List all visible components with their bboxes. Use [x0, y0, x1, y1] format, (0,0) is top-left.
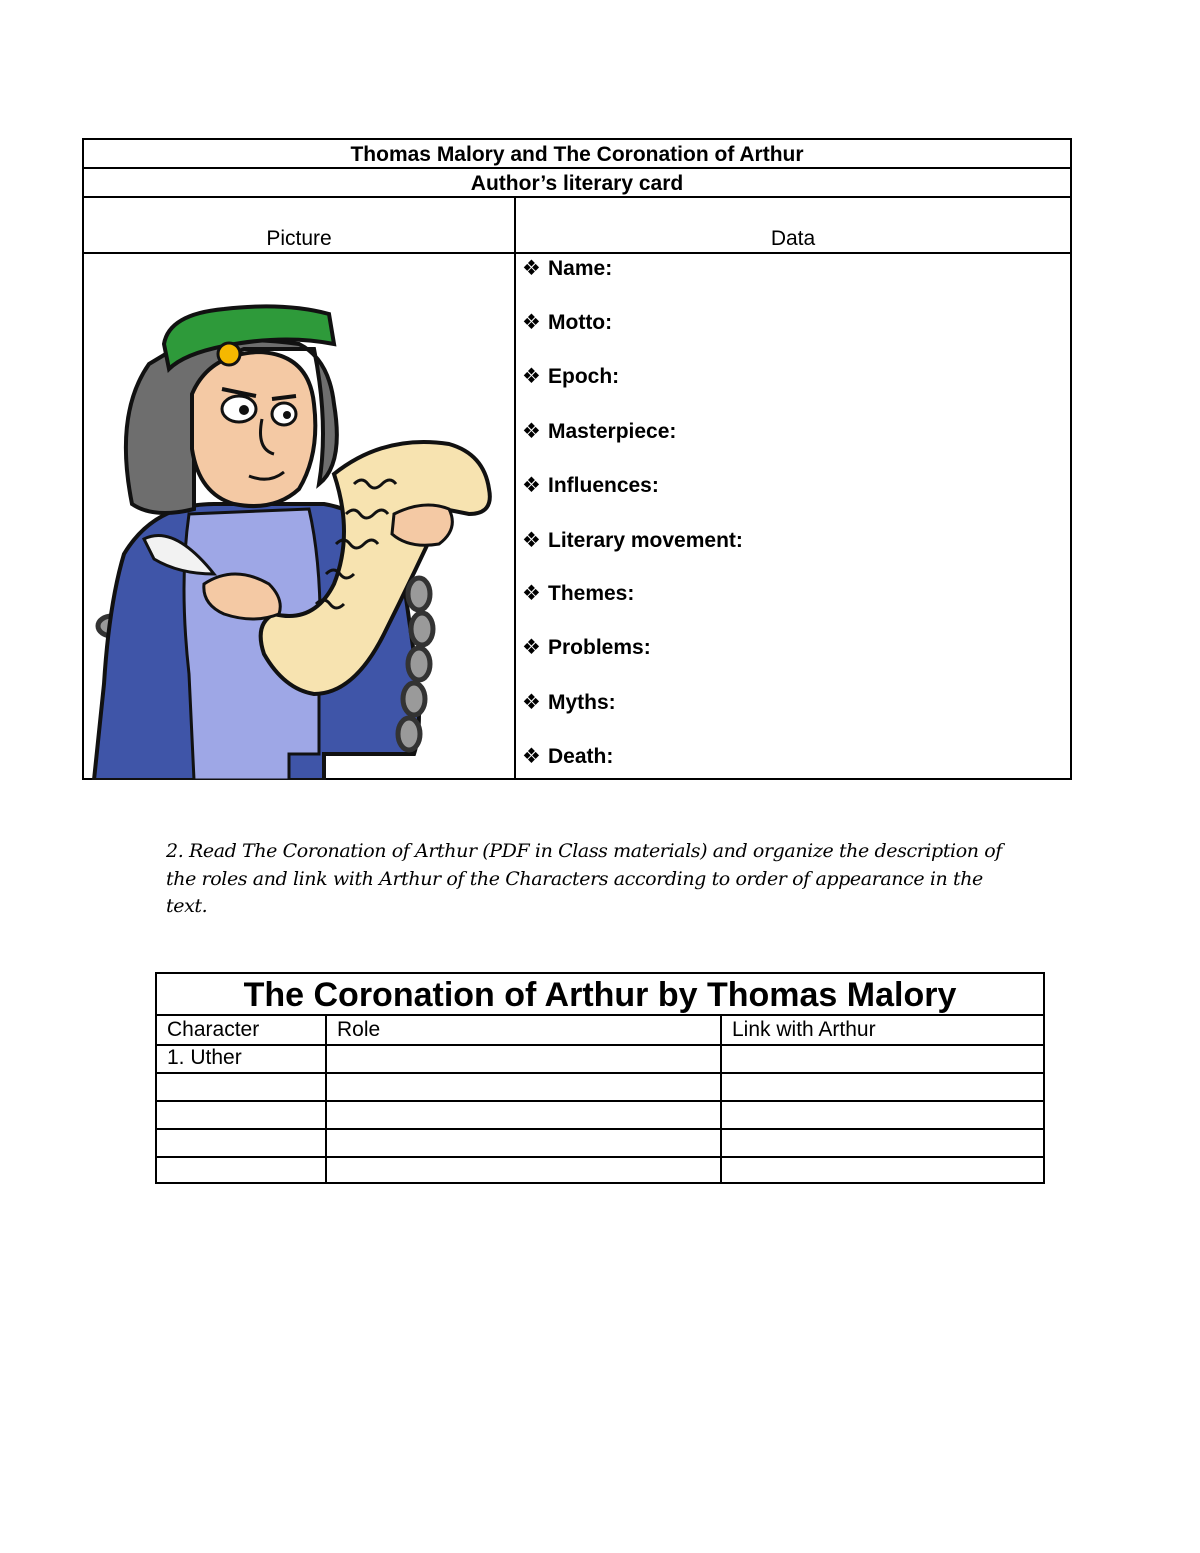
hat-badge: [218, 343, 240, 365]
diamond-bullet-icon: ❖: [522, 257, 541, 280]
header-role: Role: [337, 1018, 381, 1041]
header-link-with-arthur: Link with Arthur: [732, 1018, 876, 1041]
field-motto: [522, 310, 612, 336]
coronation-table-title: The Coronation of Arthur by Thomas Malory: [157, 974, 1043, 1016]
field-label: Themes:: [548, 582, 635, 605]
row-divider: [157, 1072, 1043, 1074]
row-divider: [157, 1128, 1043, 1130]
author-literary-card: [82, 138, 1072, 780]
field-literary-movement: [522, 528, 743, 554]
diamond-bullet-icon: ❖: [522, 529, 541, 552]
field-masterpiece: [522, 419, 676, 445]
table-cell-character: 1. Uther: [167, 1046, 242, 1069]
card-column-headers: [84, 198, 1070, 254]
field-problems: [522, 635, 651, 661]
data-header: Data: [770, 227, 816, 250]
field-themes: [522, 581, 634, 607]
diamond-bullet-icon: ❖: [522, 365, 541, 388]
row-divider: [157, 1044, 1043, 1046]
malory-cartoon-illustration: [84, 254, 514, 780]
card-column-divider: [514, 198, 516, 780]
field-influences: [522, 473, 659, 499]
field-label: Epoch:: [548, 365, 620, 388]
diamond-bullet-icon: ❖: [522, 691, 541, 714]
diamond-bullet-icon: ❖: [522, 474, 541, 497]
card-subtitle: Author’s literary card: [84, 169, 1070, 198]
field-label: Literary movement:: [548, 529, 743, 552]
field-name: [522, 256, 612, 282]
field-epoch: [522, 364, 619, 390]
field-label: Name:: [548, 257, 613, 280]
picture-cell: [84, 254, 514, 780]
data-cell: [518, 254, 1070, 780]
field-myths: [522, 690, 616, 716]
header-character: Character: [167, 1018, 260, 1041]
diamond-bullet-icon: ❖: [522, 745, 541, 768]
column-divider: [325, 1016, 327, 1184]
field-label: Motto:: [548, 311, 613, 334]
diamond-bullet-icon: ❖: [522, 636, 541, 659]
diamond-bullet-icon: ❖: [522, 311, 541, 334]
field-death: [522, 744, 613, 770]
card-title: Thomas Malory and The Coronation of Arthur: [84, 140, 1070, 169]
picture-header: Picture: [266, 227, 332, 250]
face: [192, 352, 315, 506]
column-divider: [720, 1016, 722, 1184]
row-divider: [157, 1100, 1043, 1102]
field-label: Problems:: [548, 636, 651, 659]
field-label: Myths:: [548, 691, 616, 714]
instruction-text: 2. Read The Coronation of Arthur (PDF in Class materials) and organize the description of the roles and link with Arthur of the Characters according to order of appearance in the text.: [166, 840, 1002, 917]
coronation-table: [155, 972, 1045, 1184]
diamond-bullet-icon: ❖: [522, 420, 541, 443]
field-label: Influences:: [548, 474, 659, 497]
field-label: Death:: [548, 745, 614, 768]
diamond-bullet-icon: ❖: [522, 582, 541, 605]
field-label: Masterpiece:: [548, 420, 677, 443]
row-divider: [157, 1156, 1043, 1158]
left-eye: [222, 396, 256, 422]
right-hand: [392, 505, 452, 545]
